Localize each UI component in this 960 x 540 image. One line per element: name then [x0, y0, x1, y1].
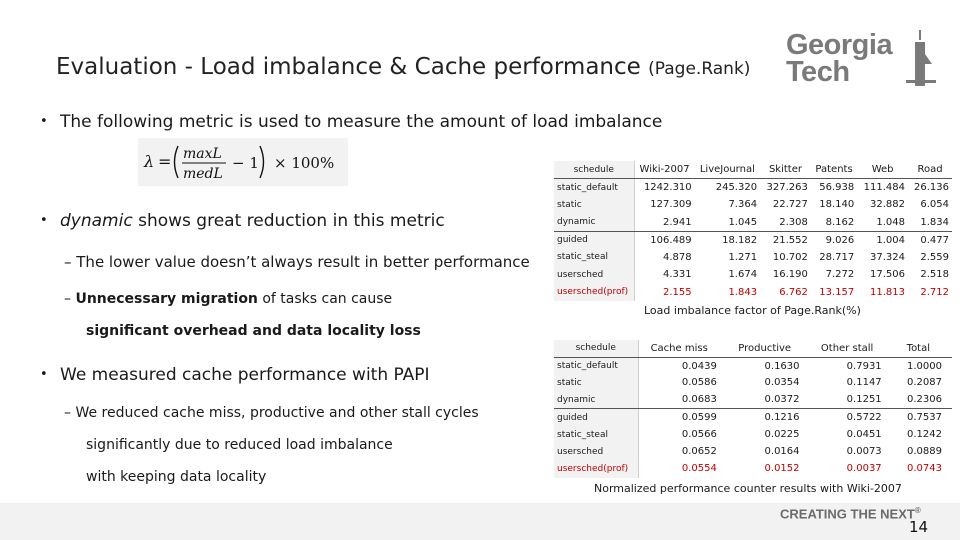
value-cell: 18.140: [819, 199, 855, 211]
slide-title: [56, 54, 750, 80]
table-row: [554, 409, 952, 426]
subbullet-lower-value: – The lower value doesn’t always result in better performance: [64, 253, 530, 271]
value-cell: 0.0372: [727, 392, 810, 409]
header-cell: Cache miss: [638, 340, 727, 357]
bullet-metric-text: The following metric is used to measure the amount of load imbalance: [60, 112, 663, 132]
value-cell: 2.155: [663, 286, 692, 298]
value-cell: 13.157: [819, 286, 855, 298]
value-cell: 0.0073: [846, 446, 882, 458]
value-cell: 1.0000: [907, 360, 942, 372]
value-cell: 22.727: [772, 199, 808, 211]
value-cell: 10.702: [772, 251, 808, 263]
sub2-cont: significant overhead and data locality loss: [86, 323, 421, 339]
value-cell: 0.0599: [681, 412, 717, 424]
svg-text:medL: medL: [183, 166, 223, 182]
row-label: usersched(prof): [554, 284, 634, 302]
value-cell: 11.813: [870, 286, 905, 298]
header-cell: schedule: [554, 340, 638, 357]
header-cell: Web: [857, 161, 908, 179]
value-cell: 0.0652: [681, 446, 717, 458]
value-cell: 1.045: [695, 214, 760, 232]
value-cell: 7.364: [728, 199, 758, 211]
table-row: [554, 374, 952, 391]
value-cell: 0.0889: [907, 446, 942, 458]
footer-mark: ®: [914, 506, 921, 515]
title-sub: (Page.Rank): [648, 59, 751, 79]
table-row: [554, 231, 952, 249]
logo-text: [786, 29, 893, 88]
row-label: usersched(prof): [554, 460, 638, 477]
sub3-b: cache miss, productive: [163, 405, 325, 421]
logo-line2: Tech: [786, 56, 850, 88]
bullet-dynamic-text: shows great reduction in this metric: [132, 211, 445, 231]
bullet-papi: • We measured cache performance with PAPI: [40, 365, 430, 385]
sub3-d: other stall cycles: [359, 405, 479, 421]
svg-text:λ: λ: [144, 152, 155, 171]
value-cell: 21.552: [772, 234, 808, 246]
value-cell: 16.190: [772, 269, 808, 281]
value-cell: 0.477: [920, 234, 949, 246]
value-cell: 0.0152: [764, 463, 800, 475]
svg-text:=: =: [158, 152, 172, 171]
row-label: static_default: [554, 179, 634, 197]
header-cell: Productive: [727, 340, 810, 357]
value-cell: 0.0451: [846, 429, 882, 441]
row-label: static: [554, 374, 638, 391]
table-row: [554, 196, 952, 214]
dynamic-emphasis: dynamic: [60, 211, 133, 231]
page-number: 14: [909, 518, 929, 536]
value-cell: 2.518: [920, 269, 949, 281]
value-cell: 32.882: [870, 199, 905, 211]
value-cell: 2.308: [760, 214, 811, 232]
value-cell: 37.324: [870, 251, 905, 263]
value-cell: 6.762: [779, 286, 808, 298]
subbullet-reduced: [64, 405, 479, 421]
formula-box: [138, 138, 348, 186]
bullet-dynamic: • dynamic shows great reduction in this metric: [40, 211, 445, 231]
table-row: [554, 357, 952, 374]
subbullet-migration-cont: [86, 323, 421, 339]
header-cell: Other stall: [810, 340, 892, 357]
tower-icon: [906, 30, 936, 88]
row-label: guided: [554, 231, 634, 249]
value-cell: 7.272: [825, 269, 855, 281]
table-row: [554, 266, 952, 284]
sub2-rest: of tasks can cause: [257, 291, 393, 307]
value-cell: 8.162: [811, 214, 857, 232]
perf-counter-table: [554, 340, 952, 478]
header-cell: Total: [892, 340, 952, 357]
row-label: static: [554, 196, 634, 214]
table-header-row: [554, 340, 952, 357]
logo-line1: Georgia: [786, 29, 893, 61]
table-row: [554, 392, 952, 409]
value-cell: 1.674: [728, 269, 758, 281]
table-row: [554, 179, 952, 197]
georgia-tech-logo: [778, 30, 938, 90]
value-cell: 0.7537: [907, 412, 942, 424]
header-cell: LiveJournal: [695, 161, 760, 179]
svg-text:− 1: − 1: [232, 154, 259, 172]
value-cell: 0.1630: [764, 360, 800, 372]
formula-image: [138, 138, 348, 186]
row-label: guided: [554, 409, 638, 426]
value-cell: 1.004: [876, 234, 905, 246]
row-label: static_default: [554, 357, 638, 374]
value-cell: 0.5722: [846, 412, 882, 424]
value-cell: 0.0566: [681, 429, 717, 441]
table-header-row: [554, 161, 952, 179]
table-row: [554, 443, 952, 460]
value-cell: 26.136: [914, 182, 949, 193]
subbullet-reduced-cont1: significantly due to reduced load imbalance: [86, 437, 393, 453]
table-row: [554, 284, 952, 302]
bullet-papi-text: We measured cache performance with PAPI: [60, 365, 430, 385]
header-cell: schedule: [554, 161, 634, 179]
value-cell: 0.1242: [907, 429, 942, 441]
value-cell: 0.0225: [764, 429, 800, 441]
value-cell: 0.2306: [892, 392, 952, 409]
value-cell: 1.834: [908, 214, 952, 232]
header-cell: Skitter: [760, 161, 811, 179]
value-cell: 6.054: [920, 199, 949, 211]
footer-tag-text: CREATING THE NEXT: [780, 506, 915, 522]
value-cell: 0.1216: [764, 412, 800, 424]
value-cell: 17.506: [870, 269, 905, 281]
value-cell: 0.0037: [846, 463, 882, 475]
value-cell: 4.878: [663, 251, 692, 263]
value-cell: 0.0683: [638, 392, 727, 409]
header-cell: Road: [908, 161, 952, 179]
value-cell: 127.309: [650, 199, 692, 211]
value-cell: 1242.310: [643, 182, 692, 193]
value-cell: 1.271: [728, 251, 758, 263]
value-cell: 0.0743: [907, 463, 942, 475]
sub3-a: – We reduced: [64, 405, 164, 421]
subbullet-reduced-cont2: with keeping data locality: [86, 469, 267, 485]
table-row: [554, 460, 952, 477]
row-label: static_steal: [554, 249, 634, 267]
footer-tagline: [780, 506, 921, 521]
load-imbalance-table: [554, 161, 952, 301]
value-cell: 0.0554: [681, 463, 717, 475]
row-label: static_steal: [554, 426, 638, 443]
value-cell: 0.0354: [764, 377, 800, 389]
value-cell: 0.1147: [846, 377, 882, 389]
title-main: Evaluation - Load imbalance & Cache performance: [56, 54, 649, 80]
table-row: [554, 214, 952, 232]
value-cell: 0.0439: [681, 360, 717, 372]
bullet-metric: • The following metric is used to measure the amount of load imbalance: [40, 112, 663, 132]
value-cell: 18.182: [722, 234, 758, 246]
table-row: [554, 426, 952, 443]
value-cell: 327.263: [766, 182, 808, 193]
value-cell: 1.048: [857, 214, 908, 232]
value-cell: 56.938: [819, 182, 855, 193]
row-label: usersched: [554, 266, 634, 284]
value-cell: 111.484: [863, 182, 905, 193]
value-cell: 0.2087: [907, 377, 942, 389]
header-cell: Wiki-2007: [634, 161, 695, 179]
svg-text:maxL: maxL: [183, 146, 222, 162]
subbullet-migration: [64, 291, 392, 307]
table-row: [554, 249, 952, 267]
row-label: dynamic: [554, 392, 638, 409]
value-cell: 9.026: [825, 234, 855, 246]
svg-text:× 100%: × 100%: [274, 154, 335, 172]
load-imbalance-caption: Load imbalance factor of Page.Rank(%): [644, 304, 861, 317]
value-cell: 0.0586: [681, 377, 717, 389]
value-cell: 245.320: [715, 182, 758, 193]
perf-counter-caption: Normalized performance counter results with Wiki-2007: [594, 482, 902, 495]
sub2-dash: –: [64, 291, 76, 307]
value-cell: 28.717: [819, 251, 855, 263]
value-cell: 106.489: [650, 234, 692, 246]
value-cell: 1.843: [728, 286, 758, 298]
value-cell: 2.941: [634, 214, 695, 232]
value-cell: 0.7931: [846, 360, 882, 372]
sub3-c: and: [324, 405, 360, 421]
value-cell: 0.0164: [764, 446, 800, 458]
header-cell: Patents: [811, 161, 857, 179]
sub2-bold: Unnecessary migration: [75, 291, 258, 307]
value-cell: 2.559: [920, 251, 949, 263]
row-label: usersched: [554, 443, 638, 460]
value-cell: 0.1251: [810, 392, 892, 409]
value-cell: 2.712: [920, 286, 949, 298]
value-cell: 4.331: [663, 269, 692, 281]
row-label: dynamic: [554, 214, 634, 232]
